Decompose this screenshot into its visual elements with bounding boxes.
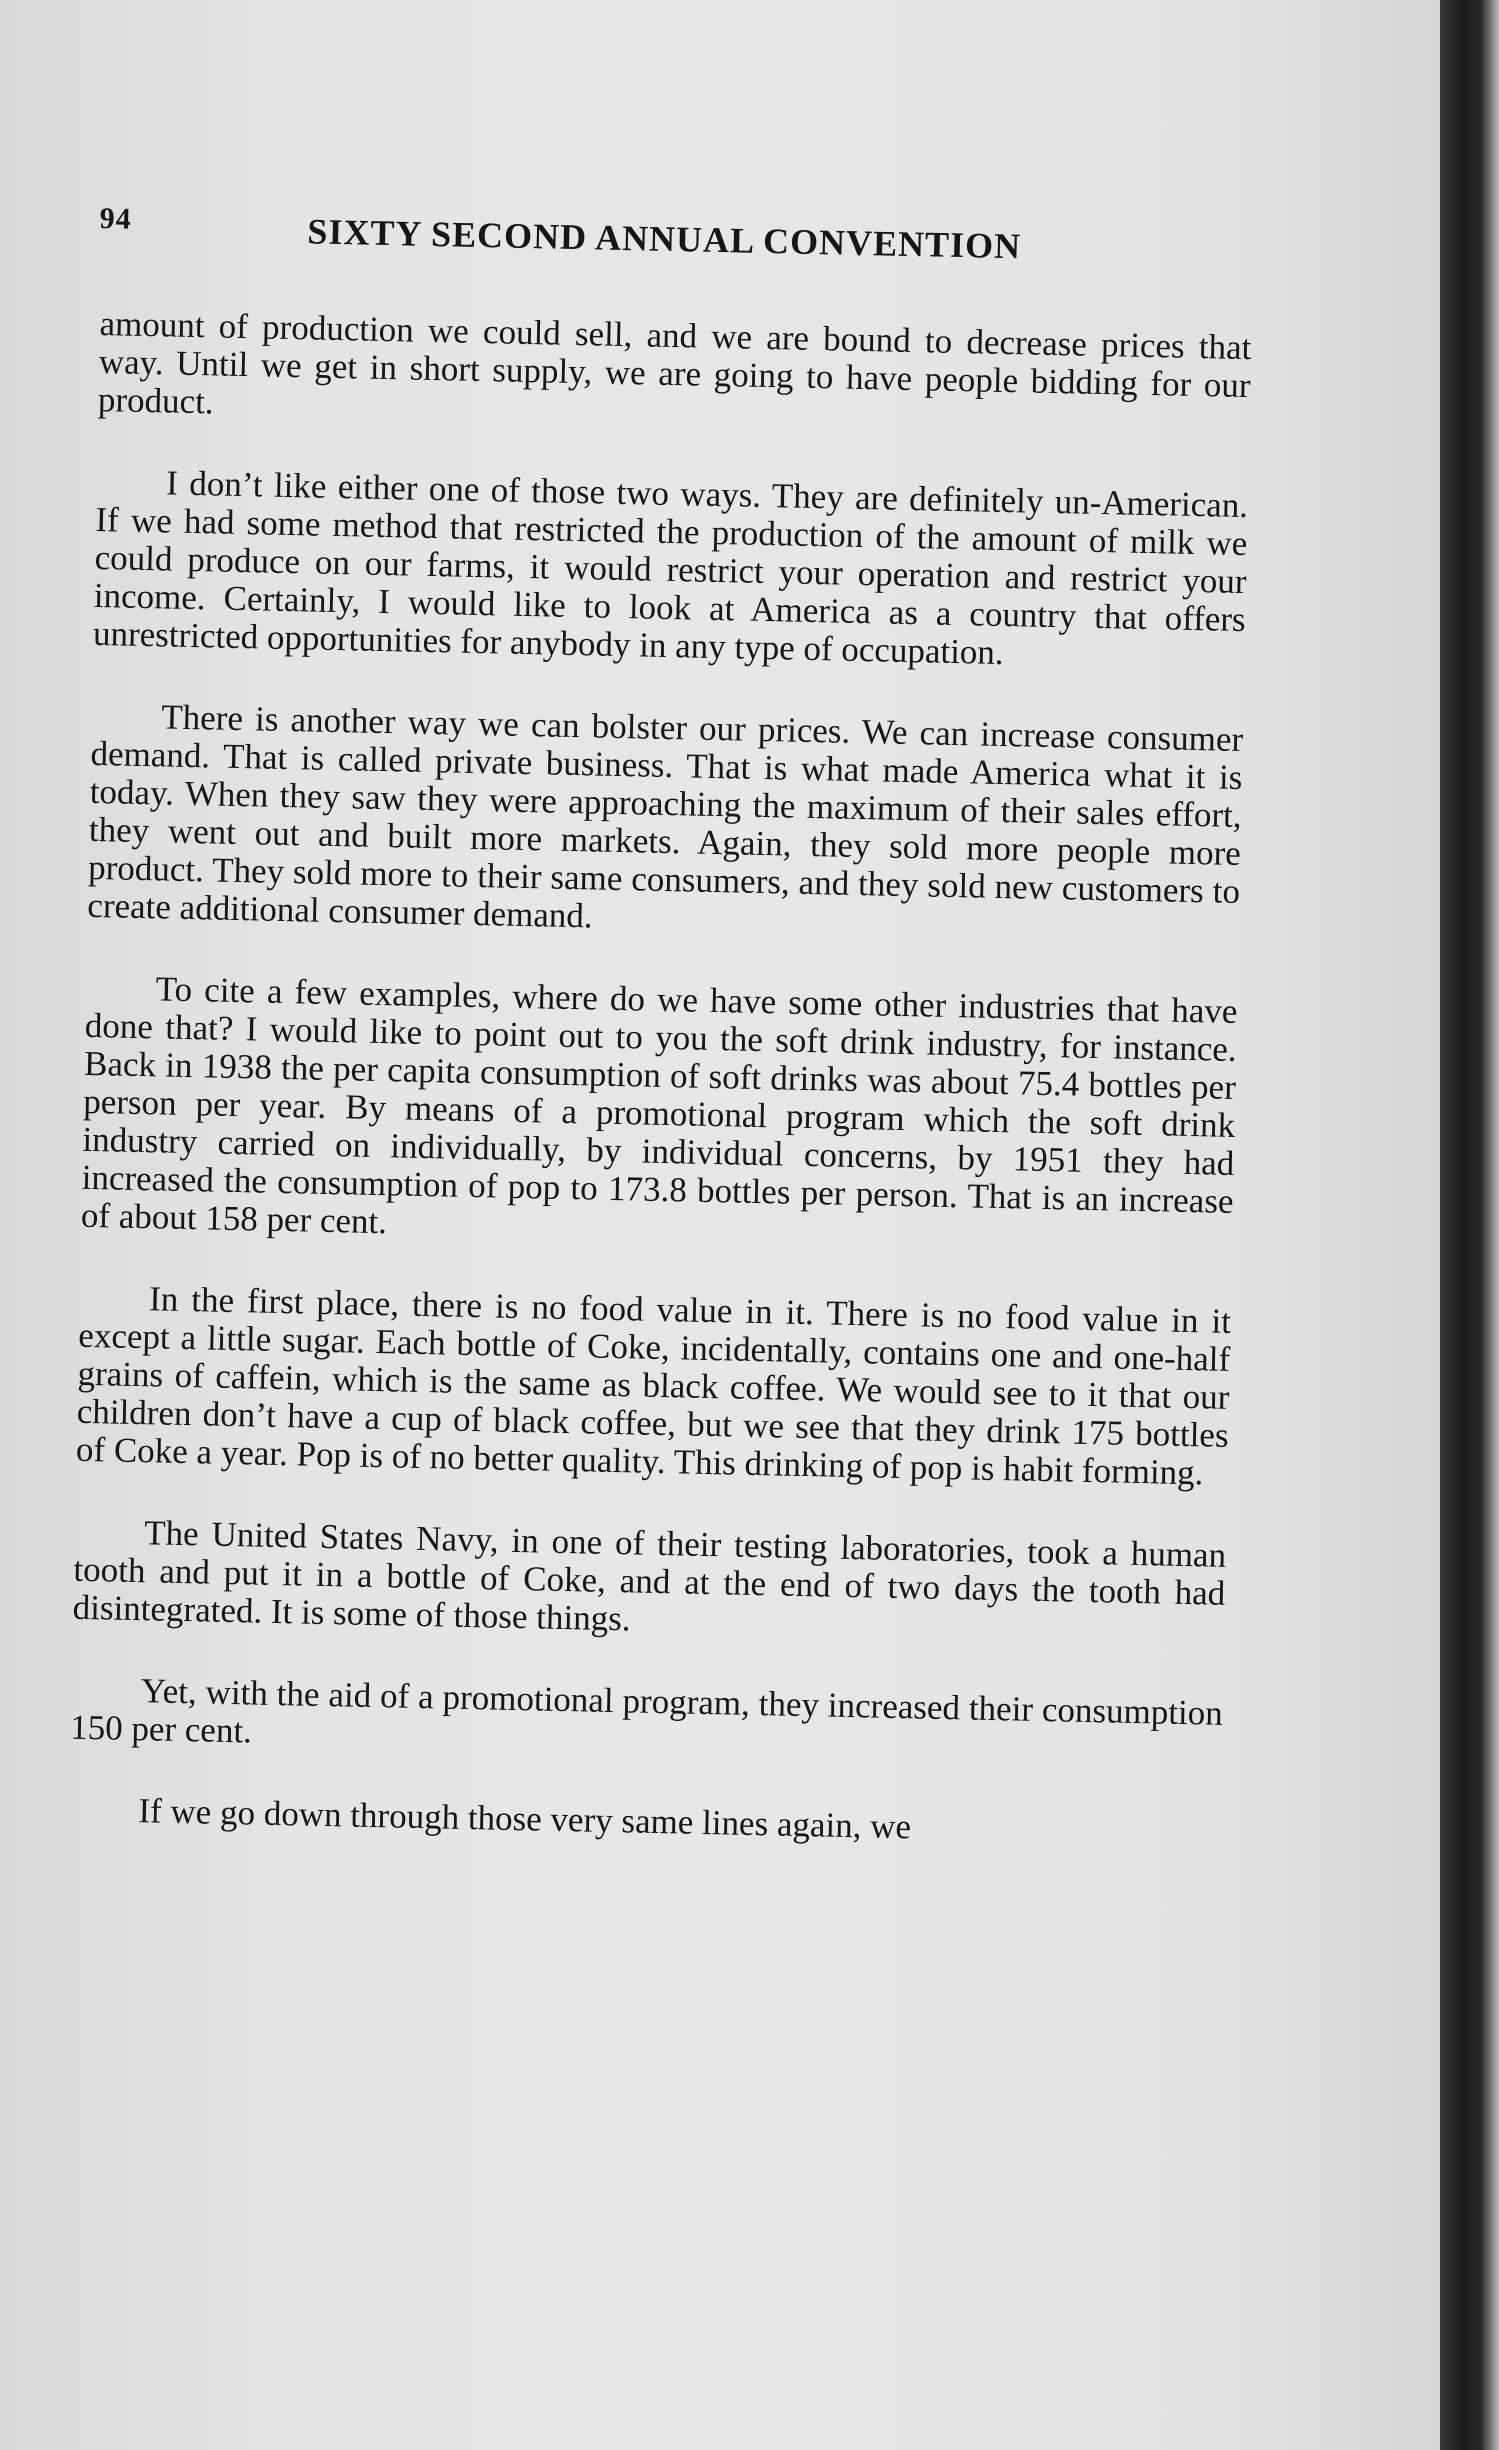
paragraph-7: Yet, with the aid of a promotional program, they increased their consumption 150 per cent.: [69, 1671, 1224, 1751]
paragraph-4: To cite a few examples, where do we have some other industries that have done that? I would like to point out to you the soft drink industry, for instance. Back in 1938 the per capita consumption of soft drinks was about 75.4 bottles per person per year. By means of a promotional program which the soft drink industry carried on individually, by individual concerns, by 1951 they had increased the consumption of pop to 173.8 bottles per person. That is an increase of about 158 per cent.: [80, 969, 1238, 1242]
paragraph-5: In the first place, there is no food value in it. There is no food value in it except a little sugar. Each bottle of Coke, incidentally, contains one and one-half grains of caffein, which is the same as black coffee. We would see to it that our children don’t have a cup of black coffee, but we see that they drink 175 bottles of Coke a year. Pop is of no better quality. This drinking of pop is habit forming.: [75, 1279, 1232, 1493]
book-spine-shadow: [1440, 0, 1499, 2450]
paragraph-6: The United States Navy, in one of their testing laboratories, took a human tooth and put it in a bottle of Coke, and at the end of two days the tooth had disintegrated. It is some of those things.: [72, 1513, 1227, 1639]
page-header: [99, 202, 1100, 283]
paragraph-8: If we go down through those very same lines again, we: [138, 1791, 912, 1847]
paragraph-1: amount of production we could sell, and we are bound to decrease prices that way. Until we get in short supply, we are going to have people bidding for our product.: [97, 304, 1252, 422]
paragraph-2: I don’t like either one of those two ways. They are definitely un-American. If we had some method that restricted the production of the amount of milk we could produce on our farms, it would restrict your operation and restrict your income. Certainly, I would like to look at America as a country that offers unrestricted opportunities for anybody in any type of occupation.: [92, 463, 1249, 672]
paragraph-3: There is another way we can bolster our prices. We can increase consumer demand. That is called private business. That is what made America what it is today. When they saw they were approaching the maximum of their sales effort, they went out and built more markets. Again, they sold more people more product. They sold more to their same consumers, and they sold new customers to create additional consumer demand.: [87, 697, 1244, 936]
body-text: [67, 305, 1252, 1897]
running-head-title: SIXTY SECOND ANNUAL CONVENTION: [307, 211, 1022, 267]
page-number: 94: [99, 202, 132, 236]
